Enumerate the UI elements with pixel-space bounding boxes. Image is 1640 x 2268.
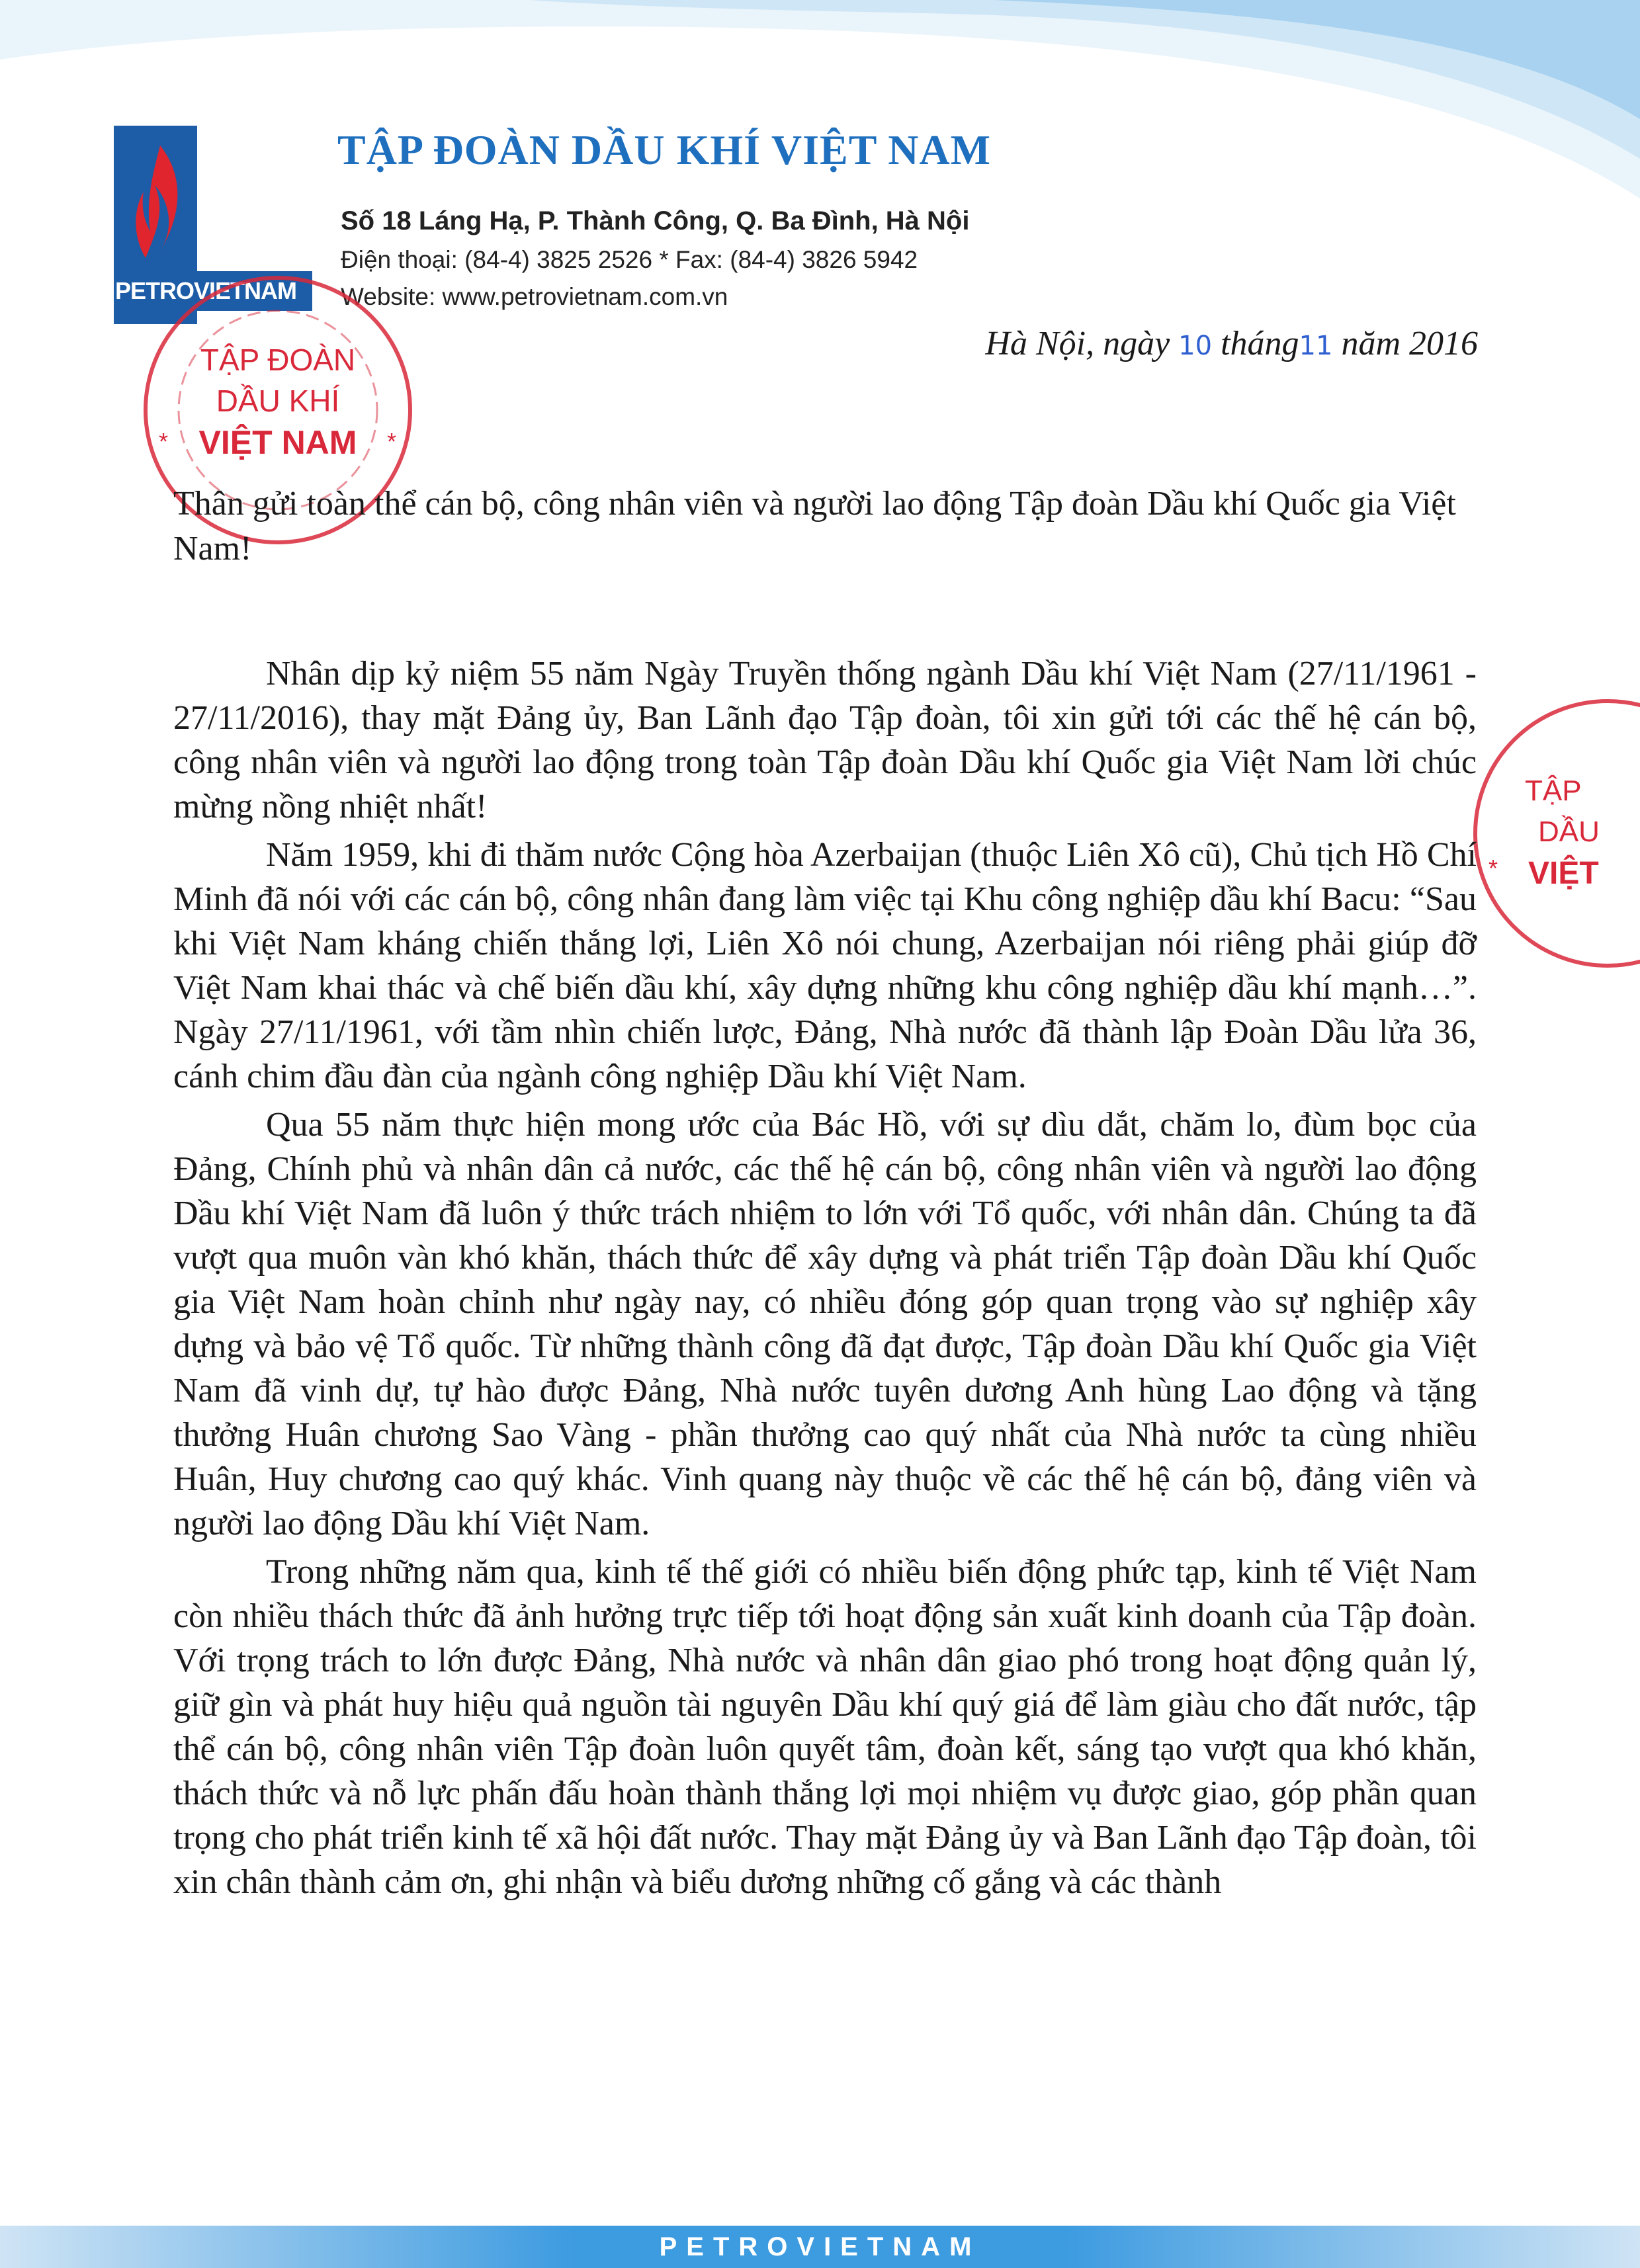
paragraph: Trong những năm qua, kinh tế thế giới có nhiều biến động phức tạp, kinh tế Việt Nam còn nhiều thách thức đã ảnh hưởng trực tiếp tới hoạt động sản xuất kinh doanh của Tập đoàn. Với trọng trách to lớn được Đảng, Nhà nước và nhân dân giao phó trong hoạt động quản lý, giữ gìn và phát huy hiệu quả nguồn tài nguyên Dầu khí quý giá để làm giàu cho đất nước, tập thể cán bộ, công nhân viên Tập đoàn luôn quyết tâm, đoàn kết, sáng tạo vượt qua khó khăn, thách thức và nỗ lực phấn đấu hoàn thành thắng lợi mọi nhiệm vụ được giao, góp phần quan trọng cho phát triển kinh tế xã hội đất nước. Thay mặt Đảng ủy và Ban Lãnh đạo Tập đoàn, tôi xin chân thành cảm ơn, ghi nhận và biểu dương những cố gắng và các thành xyxy=(173,1553,1477,1901)
company-name: TẬP ĐOÀN DẦU KHÍ VIỆT NAM xyxy=(337,126,992,173)
letter-salutation: Thân gửi toàn thể cán bộ, công nhân viên và người lao động Tập đoàn Dầu khí Quốc gia Việt Nam! xyxy=(173,485,1456,567)
side-seal-stamp xyxy=(1462,694,1640,986)
date-suffix: năm 2016 xyxy=(1332,325,1478,362)
paragraph: Năm 1959, khi đi thăm nước Cộng hòa Azerbaijan (thuộc Liên Xô cũ), Chủ tịch Hồ Chí Minh đã nói với các cán bộ, công nhân đang làm việc tại Khu công nghiệp dầu khí Bacu: “Sau khi Việt Nam kháng chiến thắng lợi, Liên Xô nói chung, Azerbaijan nói riêng phải giúp đỡ Việt Nam khai thác và chế biến dầu khí, xây dựng những khu công nghiệp dầu khí mạnh…”. Ngày 27/11/1961, với tầm nhìn chiến lược, Đảng, Nhà nước đã thành lập Đoàn Dầu lửa 36, cánh chim đầu đàn của ngành công nghiệp Dầu khí Việt Nam. xyxy=(173,836,1477,1095)
footer-brand: PETROVIETNAM xyxy=(659,2232,981,2261)
date-month-handwritten: 11 xyxy=(1299,331,1333,361)
paragraph: Qua 55 năm thực hiện mong ước của Bác Hồ, với sự dìu dắt, chăm lo, đùm bọc của Đảng, Chính phủ và nhân dân cả nước, các thế hệ cán bộ, công nhân viên và người lao động Dầu khí Việt Nam đã luôn ý thức trách nhiệm to lớn với Tổ quốc, với nhân dân. Chúng ta đã vượt qua muôn vàn khó khăn, thách thức để xây dựng và phát triển Tập đoàn Dầu khí Quốc gia Việt Nam hoàn chỉnh như ngày nay, có nhiều đóng góp quan trọng vào sự nghiệp xây dựng và bảo vệ Tổ quốc. Từ những thành công đã đạt được, Tập đoàn Dầu khí Quốc gia Việt Nam đã vinh dự, tự hào được Đảng, Nhà nước tuyên dương Anh hùng Lao động và tặng thưởng Huân chương Sao Vàng - phần thưởng cao quý nhất của Nhà nước ta cùng nhiều Huân, Huy chương cao quý khác. Vinh quang này thuộc về các thế hệ cán bộ, đảng viên và người lao động Dầu khí Việt Nam. xyxy=(173,1106,1477,1542)
date-middle: tháng xyxy=(1212,325,1299,362)
logo-wordmark: PETROVIETNAM xyxy=(114,271,312,311)
date-prefix: Hà Nội, ngày xyxy=(985,325,1179,362)
letter-body xyxy=(173,651,1477,1908)
svg-text:*: * xyxy=(159,428,169,455)
company-address: Số 18 Láng Hạ, P. Thành Công, Q. Ba Đình, Hà Nội xyxy=(341,206,970,235)
seal-line-2: DẦU KHÍ xyxy=(216,384,340,418)
letter-date xyxy=(985,324,1478,363)
seal-line-3: VIỆT NAM xyxy=(198,424,357,461)
side-seal-line-2: DẦU xyxy=(1538,816,1600,848)
side-seal-line-1: TẬP xyxy=(1525,775,1582,807)
paragraph: Nhân dịp kỷ niệm 55 năm Ngày Truyền thống ngành Dầu khí Việt Nam (27/11/1961 - 27/11/2016), thay mặt Đảng ủy, Ban Lãnh đạo Tập đoàn, tôi xin gửi tới các thế hệ cán bộ, công nhân viên và người lao động trong toàn Tập đoàn Dầu khí Quốc gia Việt Nam lời chúc mừng nồng nhiệt nhất! xyxy=(173,655,1477,825)
company-phone-fax: Điện thoại: (84-4) 3825 2526 * Fax: (84-4) 3826 5942 xyxy=(341,246,918,273)
svg-text:*: * xyxy=(1489,855,1498,882)
seal-line-1: TẬP ĐOÀN xyxy=(200,343,356,377)
side-seal-line-3: VIỆT xyxy=(1528,856,1599,891)
date-day-handwritten: 10 xyxy=(1178,331,1213,361)
company-website: Website: www.petrovietnam.com.vn xyxy=(341,283,728,310)
svg-text:*: * xyxy=(387,428,397,455)
